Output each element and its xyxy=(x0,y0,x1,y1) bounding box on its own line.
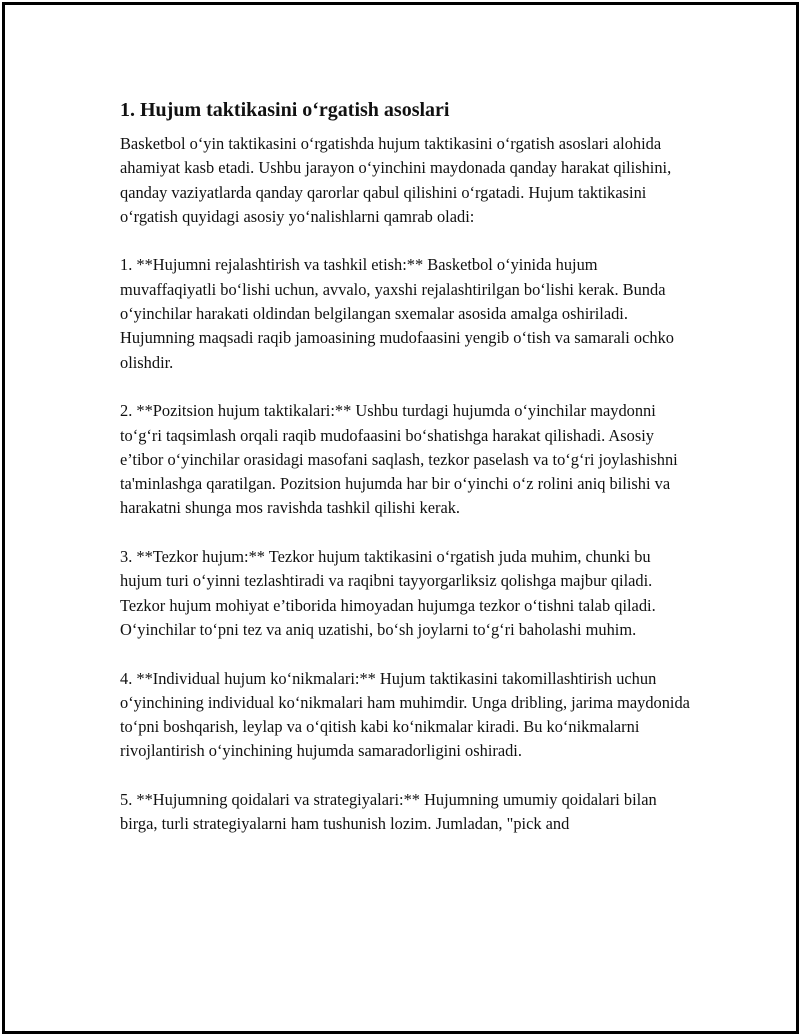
paragraph-attack-rules: 5. **Hujumning qoidalari va strategiyalari:** Hujumning umumiy qoidalari bilan birga, turli strategiyalarni ham tushunish lozim. Jumladan, "pick and xyxy=(120,790,657,834)
page-frame xyxy=(2,2,799,1034)
document-body xyxy=(120,97,692,861)
paragraph-positional-attack: 2. **Pozitsion hujum taktikalari:** Ushbu turdagi hujumda o‘yinchilar maydonni to‘g‘ri taqsimlash orqali raqib mudofaasini bo‘shatishga harakat qilishadi. Asosiy e’tibor o‘yinchilar orasidagi masofani saqlash, tezkor paselash va to‘g‘ri joylashishni ta'minlashga qaratilgan. Pozitsion hujumda har bir o‘yinchi o‘z rolini aniq bilishi va harakatni shunga mos ravishda tashkil qilishi kerak. xyxy=(120,401,678,518)
paragraph-attack-planning: 1. **Hujumni rejalashtirish va tashkil etish:** Basketbol o‘yinida hujum muvaffaqiyatli bo‘lishi uchun, avvalo, yaxshi rejalashtirilgan bo‘lishi kerak. Bunda o‘yinchilar harakati oldindan belgilangan sxemalar asosida amalga oshiriladi. Hujumning maqsadi raqib jamoasining mudofaasini yengib o‘tish va samarali ochko olishdir. xyxy=(120,255,674,372)
paragraph-individual-skills: 4. **Individual hujum ko‘nikmalari:** Hujum taktikasini takomillashtirish uchun o‘yinchining individual ko‘nikmalari ham muhimdir. Unga dribling, jarima maydonida to‘pni boshqarish, leylap va o‘qitish kabi ko‘nikmalar kiradi. Bu ko‘nikmalarni rivojlantirish o‘yinchining hujumda samaradorligini oshiradi. xyxy=(120,668,690,761)
section-heading: 1. Hujum taktikasini o‘rgatish asoslari xyxy=(120,99,450,121)
paragraph-fast-break: 3. **Tezkor hujum:** Tezkor hujum taktikasini o‘rgatish juda muhim, chunki bu hujum turi o‘yinni tezlashtiradi va raqibni tayyorgarliksiz qolishga majbur qiladi. Tezkor hujum mohiyat e’tiborida himoyadan hujumga tezkor o‘tishni talab qiladi. O‘yinchilar to‘pni tez va aniq uzatishi, bo‘sh joylarni to‘g‘ri baholashi muhim. xyxy=(120,547,656,639)
intro-paragraph: Basketbol o‘yin taktikasini o‘rgatishda hujum taktikasini o‘rgatish asoslari alohida ahamiyat kasb etadi. Ushbu jarayon o‘yinchini maydonada qanday harakat qilishini, qanday vaziyatlarda qanday qarorlar qabul qilishini o‘rgatadi. Hujum taktikasini o‘rgatish quyidagi asosiy yo‘nalishlarni qamrab oladi: xyxy=(120,134,672,226)
